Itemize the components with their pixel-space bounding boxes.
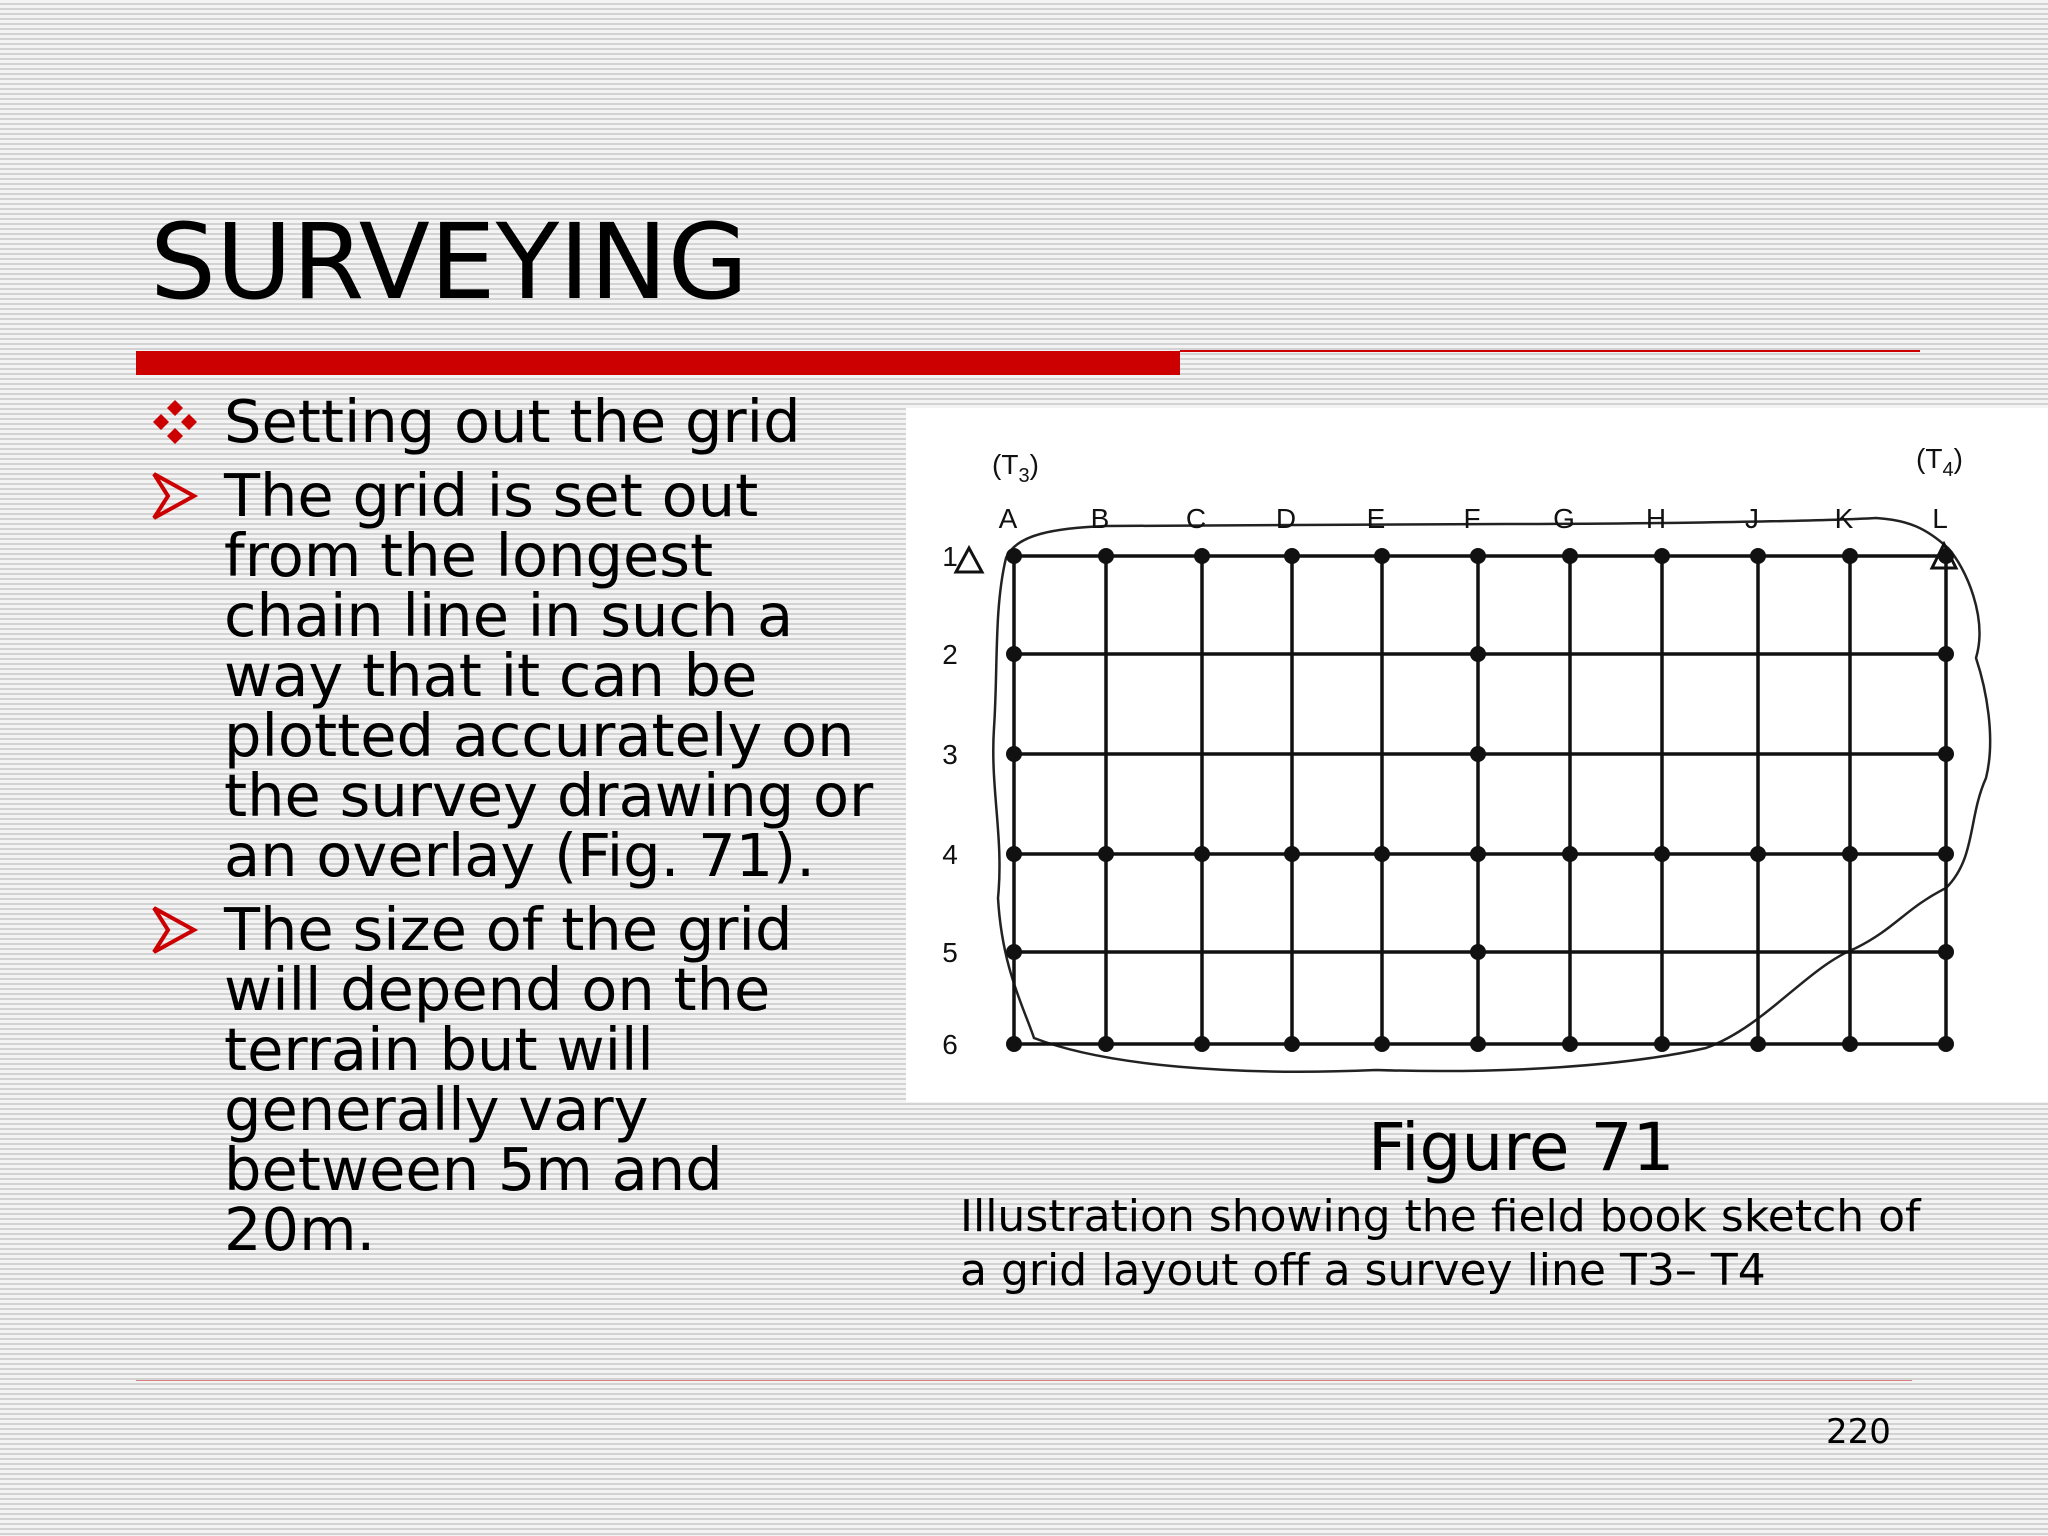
grid-station-dot bbox=[1842, 548, 1858, 564]
page-number: 220 bbox=[1826, 1412, 1891, 1452]
column-label: L bbox=[1932, 503, 1948, 534]
grid-station-dot bbox=[1938, 944, 1954, 960]
figure-description: Illustration showing the field book sketch of a grid layout off a survey line T3– T4 bbox=[960, 1191, 1921, 1296]
grid-station-dot bbox=[1842, 1036, 1858, 1052]
grid-station-dot bbox=[1470, 746, 1486, 762]
arrow-bullet-icon bbox=[150, 468, 200, 524]
bullet-text: The size of the grid will depend on the terrain but will generally vary between 5m and 20m. bbox=[224, 895, 793, 1264]
grid-station-dot bbox=[1006, 548, 1022, 564]
grid-station-dot bbox=[1470, 944, 1486, 960]
column-label: K bbox=[1834, 503, 1854, 534]
grid-station-dot bbox=[1284, 846, 1300, 862]
diamond-cluster-icon bbox=[150, 394, 200, 450]
station-end-label: $(T_4)$ bbox=[1916, 443, 1963, 481]
row-label: 4 bbox=[942, 839, 958, 870]
row-label: 5 bbox=[942, 937, 958, 968]
row-label: 3 bbox=[942, 739, 958, 770]
grid-station-dot bbox=[1006, 846, 1022, 862]
column-label: D bbox=[1275, 503, 1297, 534]
grid-station-dot bbox=[1006, 944, 1022, 960]
grid-sketch-figure bbox=[906, 408, 2048, 1102]
bullet-text: Setting out the grid bbox=[224, 387, 801, 456]
grid-station-dot bbox=[1194, 1036, 1210, 1052]
grid-station-dot bbox=[1470, 646, 1486, 662]
grid-station-dot bbox=[1284, 1036, 1300, 1052]
grid-station-dot bbox=[1938, 746, 1954, 762]
column-label: B bbox=[1090, 503, 1110, 534]
column-label: A bbox=[998, 503, 1018, 534]
grid-station-dot bbox=[1194, 846, 1210, 862]
terrain-boundary bbox=[993, 518, 1990, 1072]
grid-station-dot bbox=[1654, 548, 1670, 564]
arrow-bullet-icon bbox=[150, 902, 200, 958]
grid-station-dot bbox=[1562, 548, 1578, 564]
grid-station-dot bbox=[1194, 548, 1210, 564]
footer-divider bbox=[136, 1380, 1912, 1381]
grid-station-dot bbox=[1374, 548, 1390, 564]
row-label: 6 bbox=[942, 1029, 958, 1060]
grid-station-dot bbox=[1284, 548, 1300, 564]
grid-sketch bbox=[906, 408, 2048, 1102]
grid-station-dot bbox=[1938, 846, 1954, 862]
grid-station-dot bbox=[1562, 1036, 1578, 1052]
row-label: 2 bbox=[942, 639, 958, 670]
column-label: H bbox=[1645, 503, 1667, 534]
grid-station-dot bbox=[1842, 846, 1858, 862]
grid-station-dot bbox=[1938, 1036, 1954, 1052]
grid-station-dot bbox=[1654, 1036, 1670, 1052]
column-label: F bbox=[1463, 503, 1481, 534]
bullet-item bbox=[150, 387, 890, 456]
grid-station-dot bbox=[1750, 846, 1766, 862]
grid-station-dot bbox=[1098, 1036, 1114, 1052]
grid-station-dot bbox=[1470, 1036, 1486, 1052]
station-start-label: $(T_3)$ bbox=[992, 449, 1039, 487]
grid-station-dot bbox=[1374, 846, 1390, 862]
bullet-list bbox=[150, 387, 890, 1274]
grid-station-dot bbox=[1470, 846, 1486, 862]
row-label: 1 bbox=[942, 541, 958, 572]
column-label: E bbox=[1366, 503, 1386, 534]
grid-station-dot bbox=[1654, 846, 1670, 862]
grid-station-dot bbox=[1098, 846, 1114, 862]
station-start-icon bbox=[956, 548, 982, 572]
grid-station-dot bbox=[1750, 1036, 1766, 1052]
column-label: J bbox=[1745, 503, 1759, 534]
grid-station-dot bbox=[1374, 1036, 1390, 1052]
column-label: G bbox=[1553, 503, 1575, 534]
grid-station-dot bbox=[1562, 846, 1578, 862]
bullet-text: The grid is set out from the longest chain line in such a way that it can be plotted accurately on the survey drawing or an overlay (Fig. 71). bbox=[224, 461, 874, 890]
title-underline-thick bbox=[136, 351, 1180, 375]
bullet-item bbox=[150, 461, 890, 890]
grid-station-dot bbox=[1470, 548, 1486, 564]
figure-caption: Figure 71 bbox=[1368, 1109, 1675, 1186]
title-underline-thin bbox=[1180, 350, 1920, 352]
slide-title: SURVEYING bbox=[150, 201, 749, 323]
grid-station-dot bbox=[1006, 646, 1022, 662]
bullet-item bbox=[150, 895, 890, 1264]
column-label: C bbox=[1185, 503, 1207, 534]
grid-station-dot bbox=[1938, 646, 1954, 662]
grid-station-dot bbox=[1750, 548, 1766, 564]
grid-station-dot bbox=[1006, 746, 1022, 762]
grid-station-dot bbox=[1098, 548, 1114, 564]
grid-station-dot bbox=[1006, 1036, 1022, 1052]
